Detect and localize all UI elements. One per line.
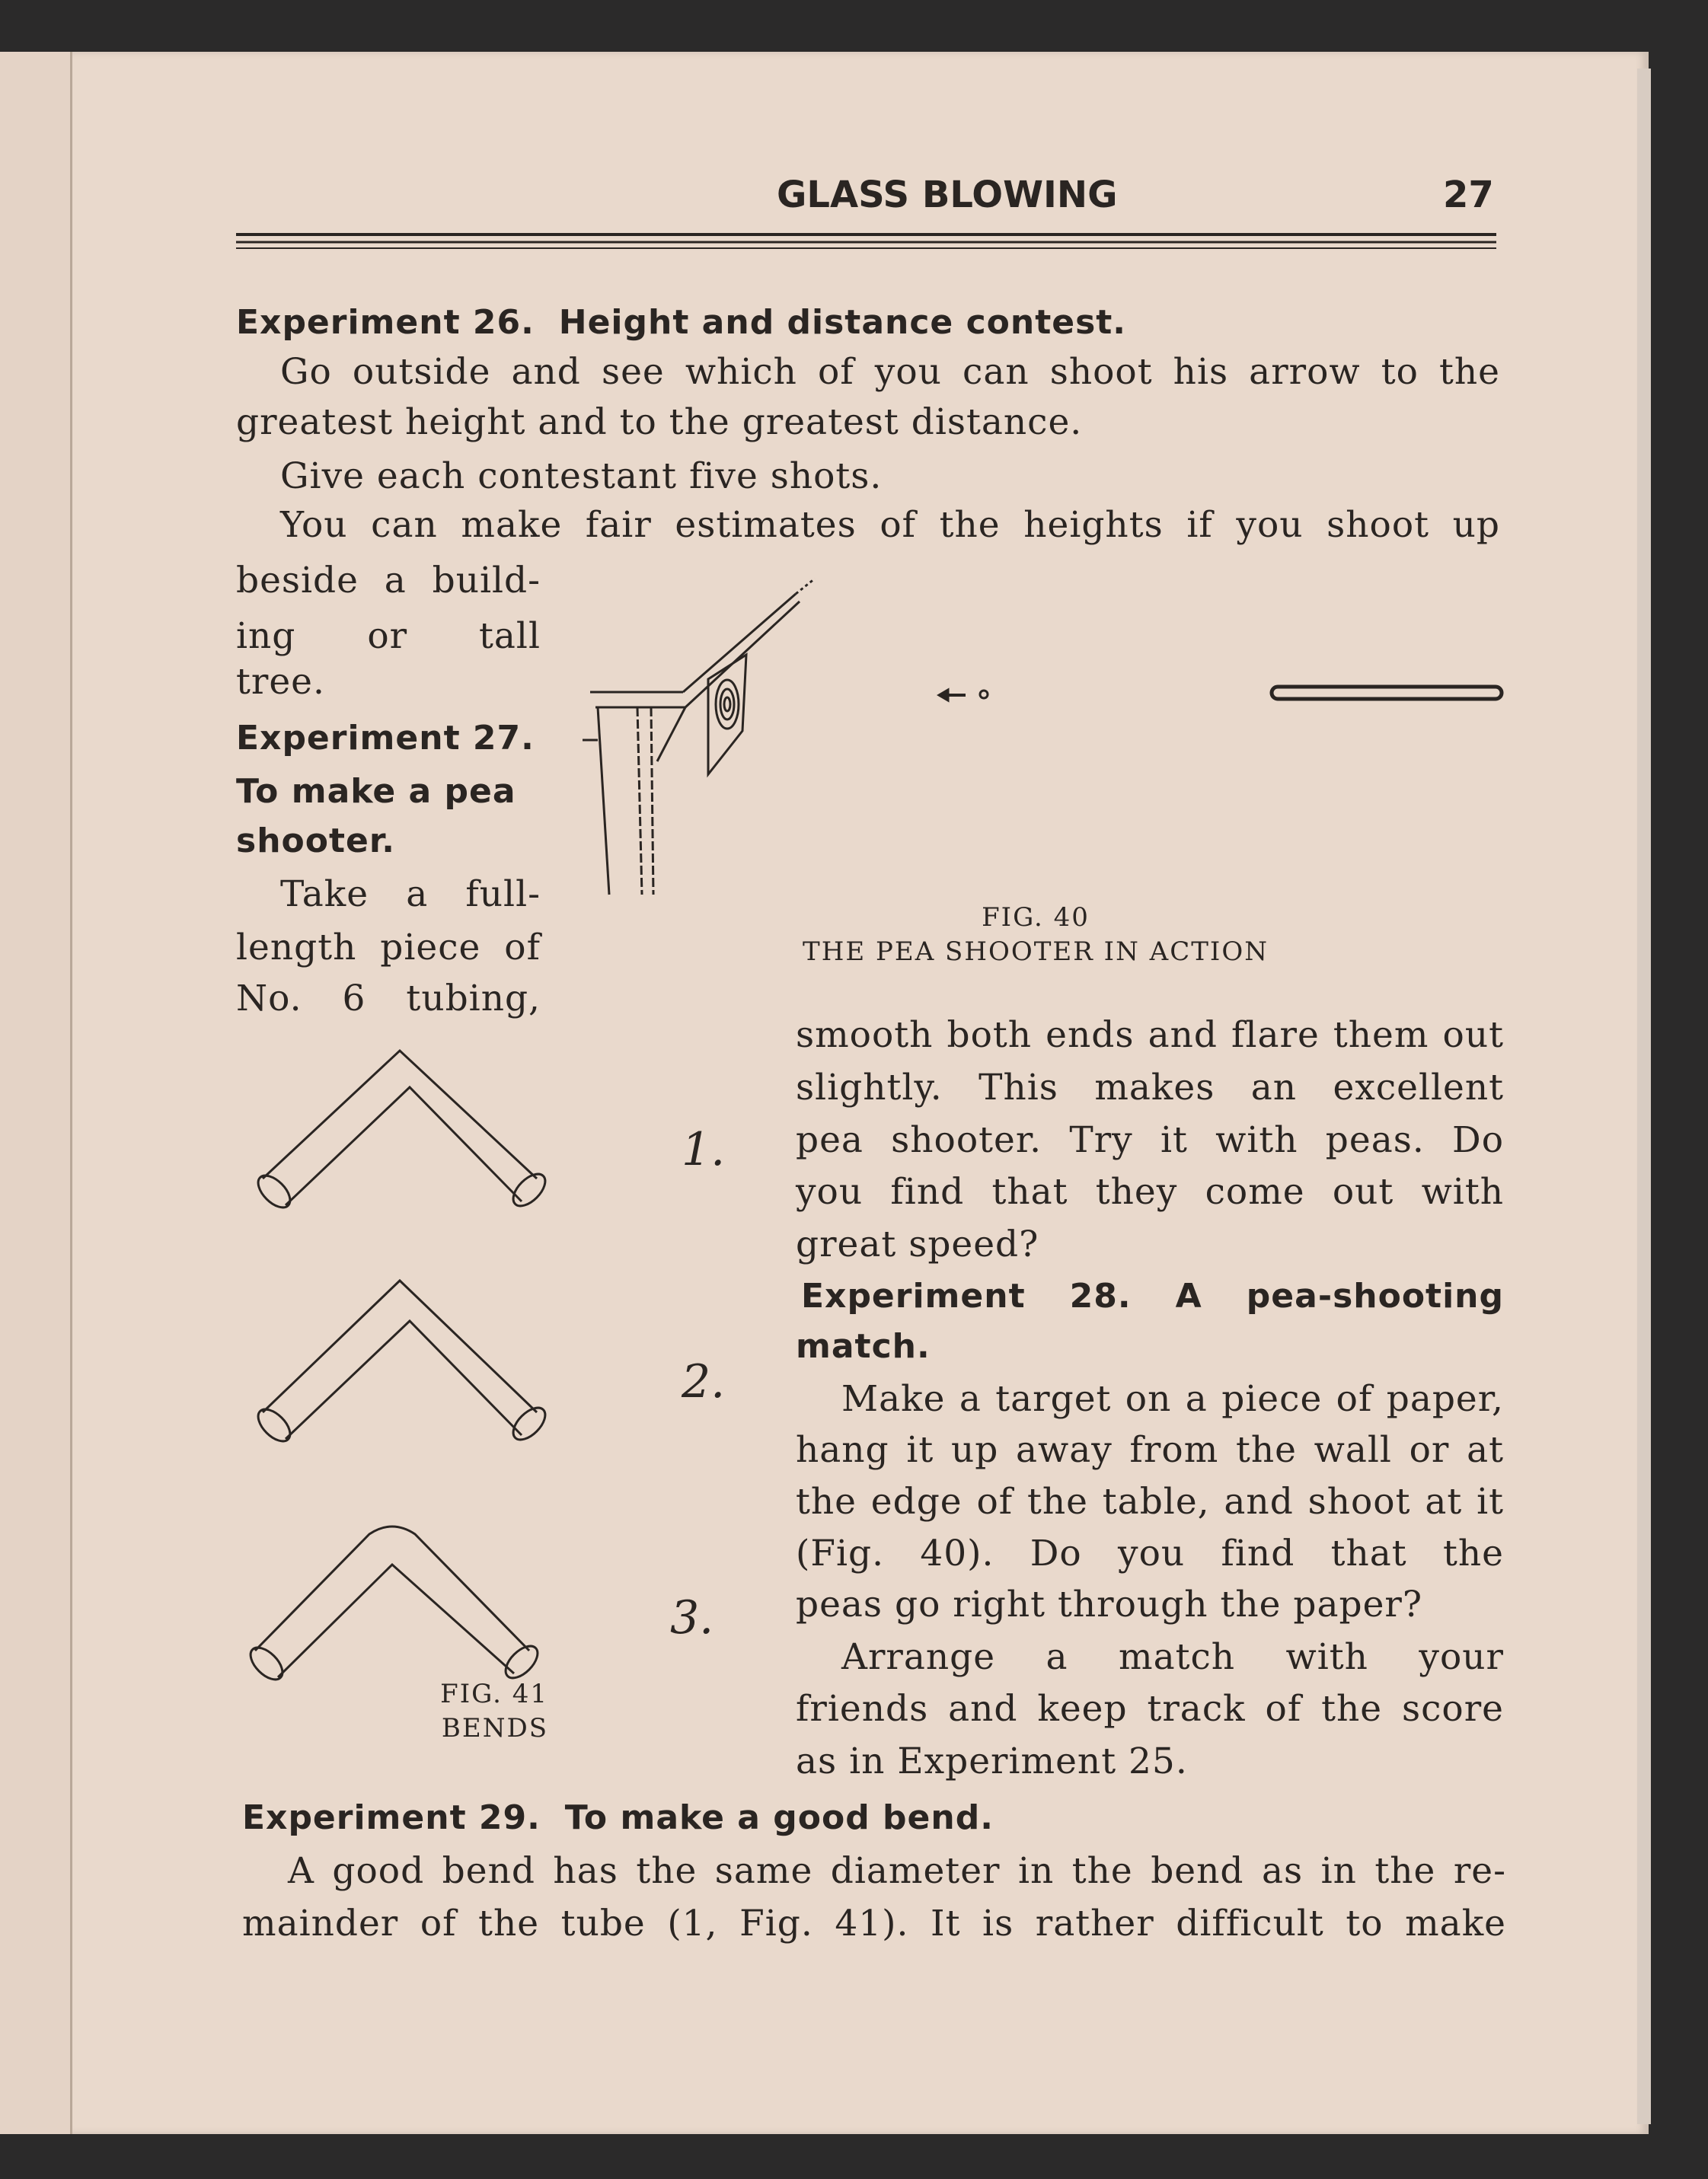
text-line: friends and keep track of the score [796,1688,1504,1730]
text-line: beside a build- [236,560,541,601]
header-rule [236,234,1496,248]
bend-number-3: 3. [670,1591,714,1645]
fig41-bends-drawing [245,1051,551,1685]
fig41-label: FIG. 41 [440,1679,548,1709]
bend-number-1: 1. [682,1123,726,1176]
text-line: You can make fair estimates of the heights if you shoot up [280,504,1500,546]
exp28-heading: Experiment 28. A pea-shooting [801,1277,1504,1316]
fig40-caption: THE PEA SHOOTER IN ACTION [803,936,1269,967]
text-line: Make a target on a piece of paper, [841,1378,1504,1420]
text-line: greatest height and to the greatest distance. [236,401,1083,443]
text-line: mainder of the tube (1, Fig. 41). It is rather difficult to make [242,1903,1506,1945]
fig40-label: FIG. 40 [982,902,1090,933]
text-line: Take a full- [280,873,541,915]
text-line: length piece of [236,927,541,968]
text-line: tree. [236,661,325,703]
exp29-heading: Experiment 29. To make a good bend. [242,1798,994,1837]
exp27-heading: Experiment 27. [236,719,535,758]
bend-3 [245,1527,544,1685]
text-line: smooth both ends and flare them out [796,1014,1504,1056]
text-line: No. 6 tubing, [236,978,541,1019]
text-line: peas go right through the paper? [796,1584,1423,1625]
text-line: pea shooter. Try it with peas. Do [796,1119,1504,1161]
exp27-title: To make a pea [236,772,516,811]
text-line: hang it up away from the wall or at [796,1429,1504,1471]
fig40-pea-shooter-drawing [583,579,1502,895]
exp27-title: shooter. [236,822,395,860]
bend-1 [253,1051,551,1213]
text-line: great speed? [796,1223,1039,1265]
exp28-title: match. [796,1327,931,1366]
text-line: Give each contestant five shots. [280,455,883,497]
bend-2 [253,1281,551,1447]
text-line: Go outside and see which of you can shoot his arrow to the [280,351,1500,393]
exp26-heading: Experiment 26. Height and distance contest. [236,303,1127,342]
text-line: you find that they come out with [796,1171,1504,1213]
text-line: A good bend has the same diameter in the bend as in the re- [288,1850,1506,1892]
text-line: as in Experiment 25. [796,1740,1188,1782]
text-line: Arrange a match with your [841,1636,1504,1678]
text-line: slightly. This makes an excellent [796,1067,1504,1109]
page-number: 27 [1443,174,1494,216]
running-title: GLASS BLOWING [777,174,1118,216]
text-line: (Fig. 40). Do you find that the [796,1533,1504,1574]
bend-number-2: 2. [682,1355,726,1409]
text-line: ing or tall [236,615,541,657]
text-line: the edge of the table, and shoot at it [796,1481,1504,1523]
fig41-caption: BENDS [441,1713,548,1744]
